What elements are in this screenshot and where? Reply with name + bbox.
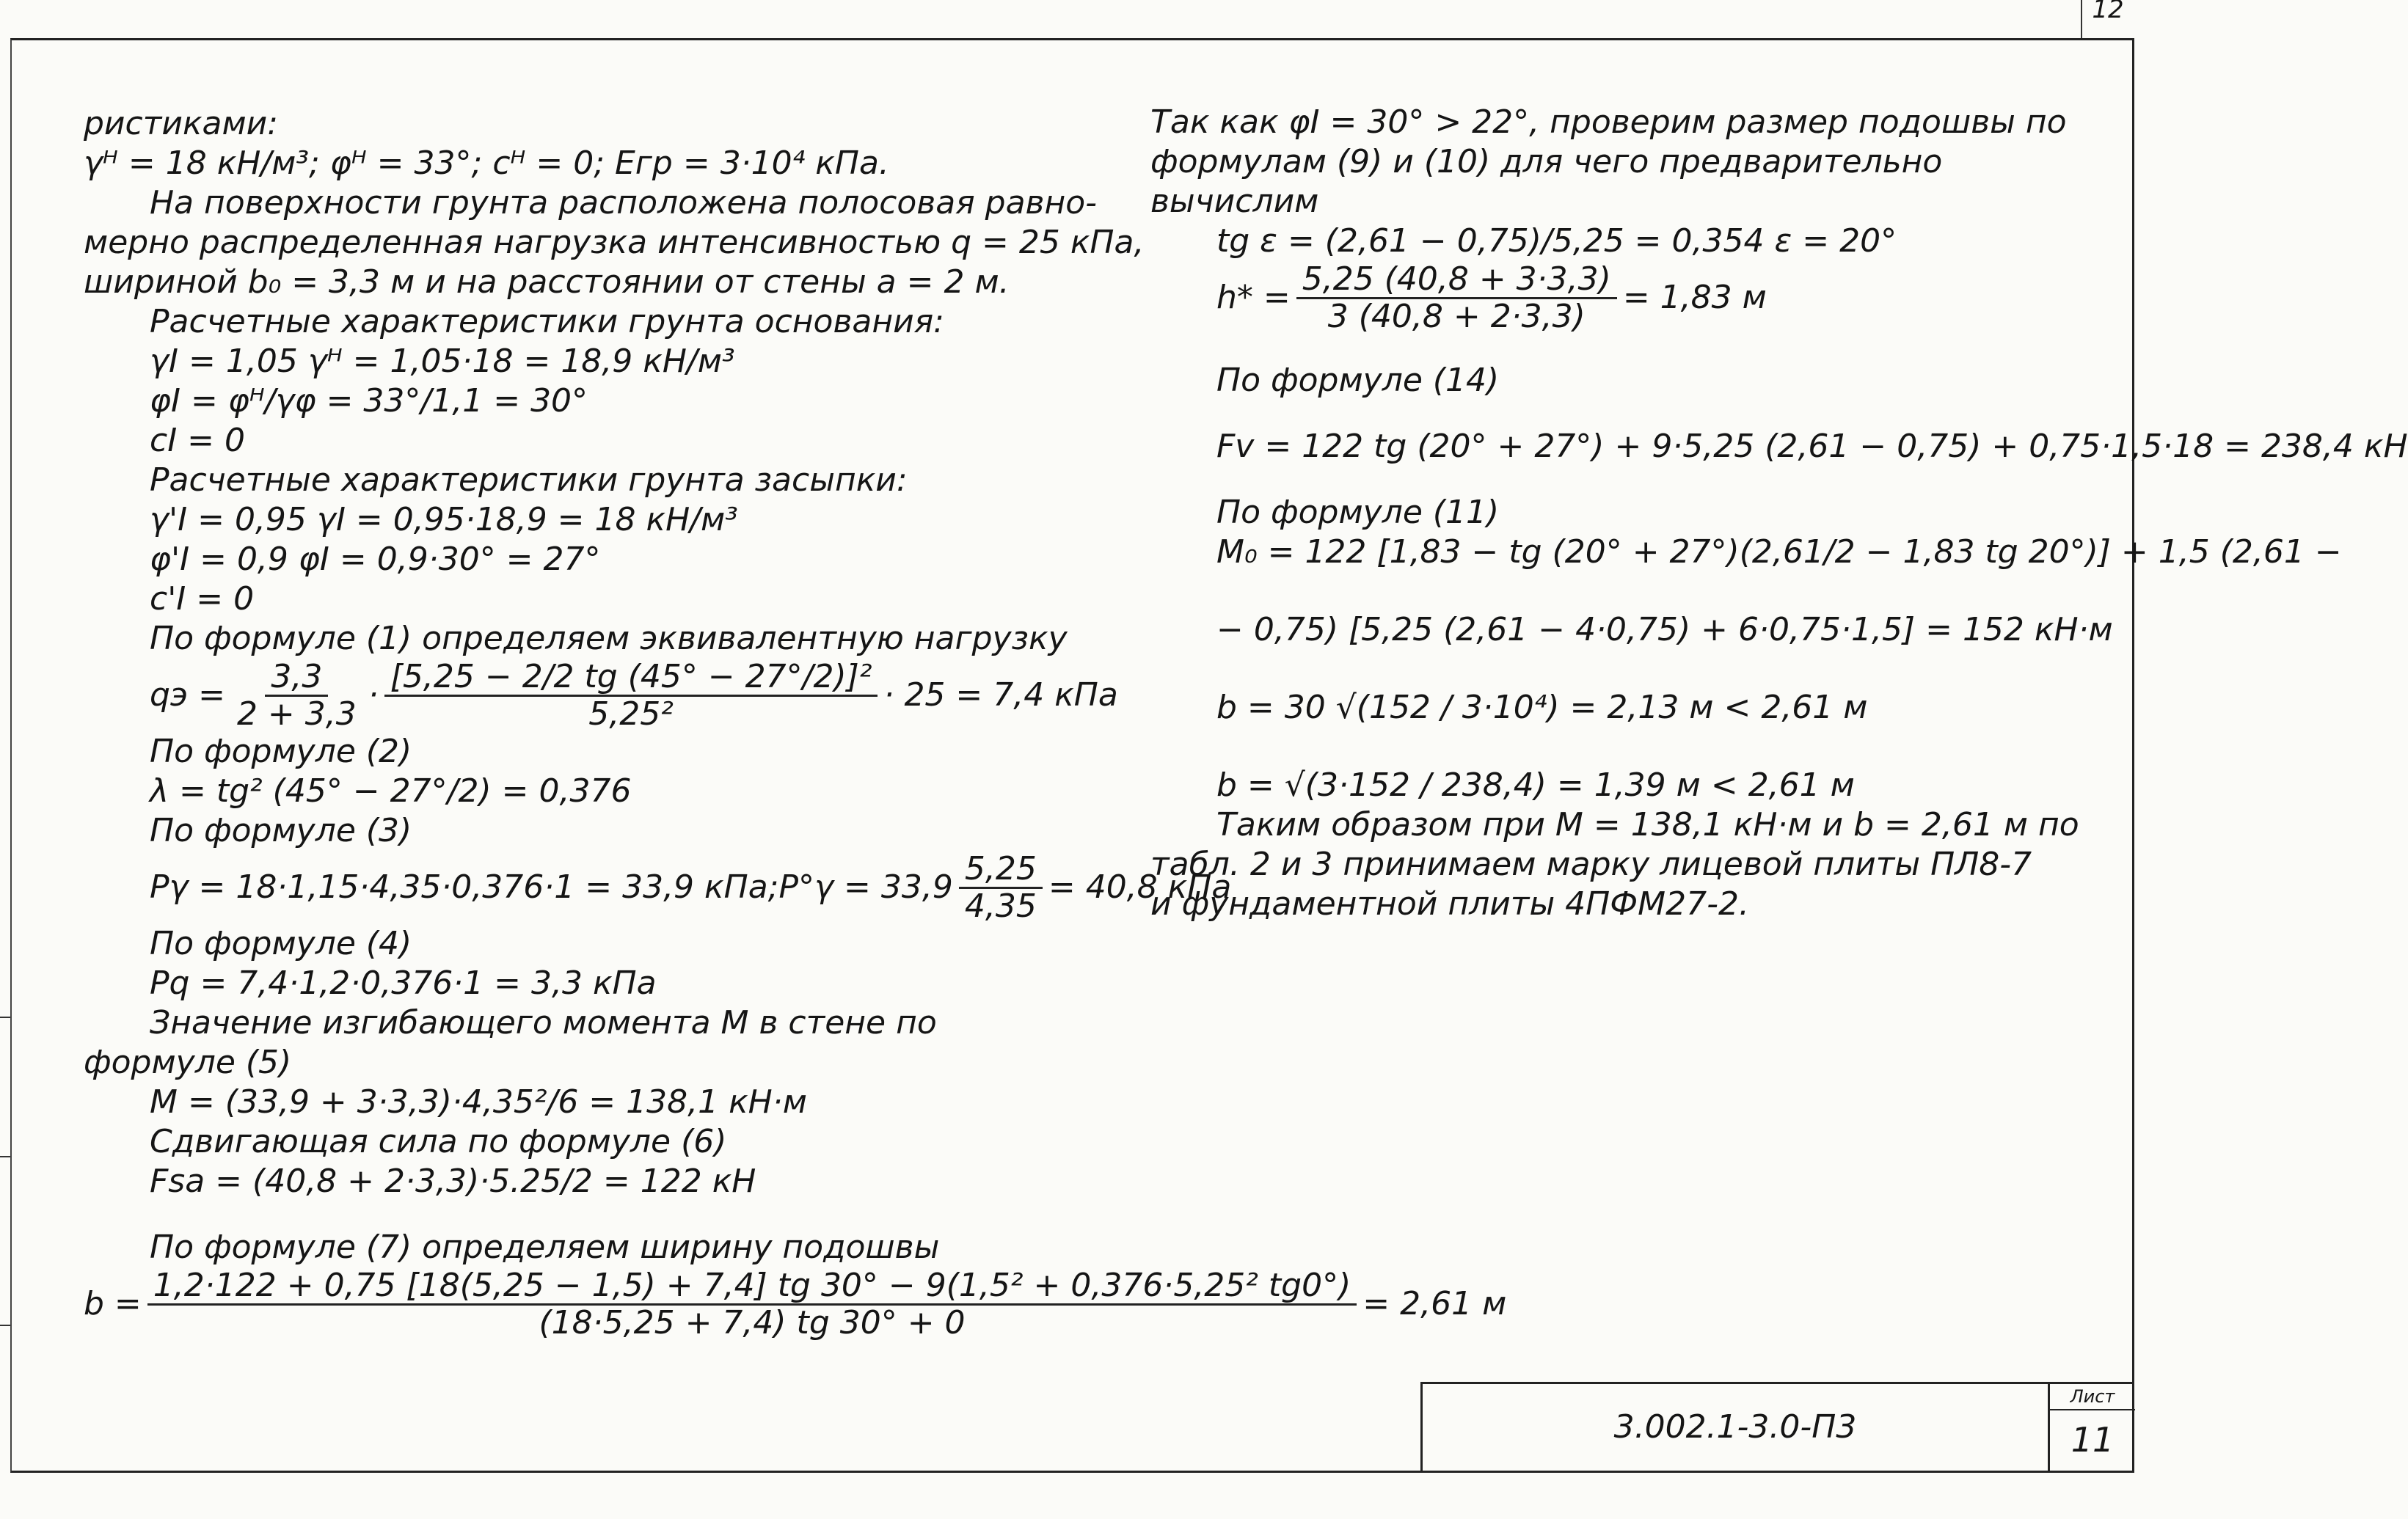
conclusion-line: табл. 2 и 3 принимаем марку лицевой плиты ПЛ8-7 <box>1150 846 2032 883</box>
denominator: (18·5,25 + 7,4) tg 30° + 0 <box>539 1303 966 1342</box>
frame-tick <box>0 1325 10 1326</box>
formula-line: M₀ = 122 [1,83 − tg (20° + 27°)(2,61/2 − 1,83 tg 20°)] + 1,5 (2,61 − <box>1216 533 2342 571</box>
fraction <box>384 659 878 732</box>
base-width-formula <box>84 1266 1507 1342</box>
fraction <box>147 1268 1357 1341</box>
denominator: 4,35 <box>964 887 1037 925</box>
text-line: Так как φI = 30° > 22°, проверим размер подошвы по <box>1150 103 2067 141</box>
formula-line: γI = 1,05 γᴴ = 1,05·18 = 18,9 кН/м³ <box>150 343 735 380</box>
sheet-label: Лист <box>2050 1384 2135 1410</box>
fraction <box>1296 262 1617 334</box>
text-line: По формуле (14) <box>1216 362 1500 399</box>
formula-rhs: = 1,83 м <box>1622 279 1767 316</box>
formula-line: tg ε = (2,61 − 0,75)/5,25 = 0,354 ε = 20° <box>1216 222 1897 260</box>
section-heading: Расчетные характеристики грунта засыпки: <box>150 461 908 499</box>
numerator: 3,3 <box>265 659 328 697</box>
conclusion-line: Таким образом при M = 138,1 кН·м и b = 2,61 м по <box>1216 806 2079 843</box>
formula-line: Fv = 122 tg (20° + 27°) + 9·5,25 (2,61 − 0,75) + 0,75·1,5·18 = 238,4 кН <box>1216 428 2408 465</box>
text-line: По формуле (4) <box>150 925 412 962</box>
formula-lhs: b = <box>84 1285 142 1322</box>
formula-rhs-post: = 40,8 кПа <box>1048 868 1232 906</box>
operator: · <box>368 676 379 714</box>
formula-line: Pq = 7,4·1,2·0,376·1 = 3,3 кПа <box>150 965 657 1002</box>
text-line: ристиками: <box>84 105 279 142</box>
formula-line: − 0,75) [5,25 (2,61 − 4·0,75) + 6·0,75·1,5] = 152 кН·м <box>1216 611 2113 648</box>
conclusion-line: и фундаментной плиты 4ПФМ27-2. <box>1150 885 1749 923</box>
text-line: На поверхности грунта расположена полосовая равно- <box>150 184 1098 222</box>
formula-lhs: qэ = <box>150 676 225 714</box>
text-line: По формуле (3) <box>150 812 412 849</box>
text-line: вычислим <box>1150 183 1319 220</box>
formula-rhs-pre: P°γ = 33,9 <box>778 868 953 906</box>
fraction <box>959 849 1043 925</box>
equivalent-load-formula <box>84 659 1170 732</box>
pressure-formula <box>84 849 1232 925</box>
numerator: [5,25 − 2/2 tg (45° − 27°/2)]² <box>384 659 878 697</box>
frame-tick <box>0 1017 10 1018</box>
sheet-number: 11 <box>2070 1420 2115 1460</box>
formula-rhs: = 2,61 м <box>1362 1285 1507 1322</box>
frame-tick <box>0 1156 10 1157</box>
h-star-formula <box>1150 261 2119 334</box>
denominator: 2 + 3,3 <box>236 695 357 733</box>
sheet-cell <box>2048 1384 2135 1471</box>
text-line: шириной b₀ = 3,3 м и на расстоянии от стены a = 2 м. <box>84 263 1010 301</box>
formula-line: b = √(3·152 / 238,4) = 1,39 м < 2,61 м <box>1216 766 1855 804</box>
text-line: По формуле (11) <box>1216 494 1500 531</box>
formula-line: φI = φᴴ/γφ = 33°/1,1 = 30° <box>150 382 588 420</box>
formula-lhs: Pγ = 18·1,15·4,35·0,376·1 = 33,9 кПа; <box>150 868 779 906</box>
formula-line: φ'I = 0,9 φI = 0,9·30° = 27° <box>150 541 601 578</box>
fraction <box>231 659 362 732</box>
text-line: мерно распределенная нагрузка интенсивностью q = 25 кПа, <box>84 224 1145 261</box>
text-line: Значение изгибающего момента M в стене по <box>150 1004 937 1042</box>
numerator: 5,25 <box>959 852 1043 889</box>
text-line: По формуле (7) определяем ширину подошвы <box>150 1229 940 1266</box>
formula-line: cI = 0 <box>150 422 246 459</box>
numerator: 5,25 (40,8 + 3·3,3) <box>1296 262 1617 299</box>
formula-line: λ = tg² (45° − 27°/2) = 0,376 <box>150 772 632 810</box>
formula-line: M = (33,9 + 3·3,3)·4,35²/6 = 138,1 кН·м <box>150 1083 807 1121</box>
text-line: формулам (9) и (10) для чего предварительно <box>1150 143 1943 180</box>
right-column <box>1150 103 2408 924</box>
formula-rhs: · 25 = 7,4 кПа <box>883 676 1118 714</box>
text-line: По формуле (1) определяем эквивалентную нагрузку <box>150 620 1068 657</box>
numerator: 1,2·122 + 0,75 [18(5,25 − 1,5) + 7,4] tg 30° − 9(1,5² + 0,376·5,25² tg0°) <box>147 1268 1357 1306</box>
document-code: 3.002.1-3.0-П3 <box>1613 1408 1857 1446</box>
soil-parameters: γᴴ = 18 кН/м³; φᴴ = 33°; cᴴ = 0; Eгр = 3·10⁴ кПа. <box>84 144 889 182</box>
title-block <box>1420 1382 2133 1471</box>
section-heading: Расчетные характеристики грунта основания: <box>150 303 945 340</box>
denominator: 5,25² <box>588 695 674 733</box>
formula-line: c'I = 0 <box>150 580 255 618</box>
text-line: Сдвигающая сила по формуле (6) <box>150 1123 727 1160</box>
text-line: По формуле (2) <box>150 733 412 770</box>
formula-line: b = 30 √(152 / 3·10⁴) = 2,13 м < 2,61 м <box>1216 689 1868 726</box>
formula-line: γ'I = 0,95 γI = 0,95·18,9 = 18 кН/м³ <box>150 501 738 538</box>
formula-line: Fsa = (40,8 + 2·3,3)·5.25/2 = 122 кН <box>150 1163 756 1200</box>
page-corner-number: 12 <box>2081 0 2134 38</box>
text-line: формуле (5) <box>84 1044 292 1081</box>
formula-lhs: h* = <box>1216 279 1291 316</box>
denominator: 3 (40,8 + 2·3,3) <box>1327 297 1586 335</box>
